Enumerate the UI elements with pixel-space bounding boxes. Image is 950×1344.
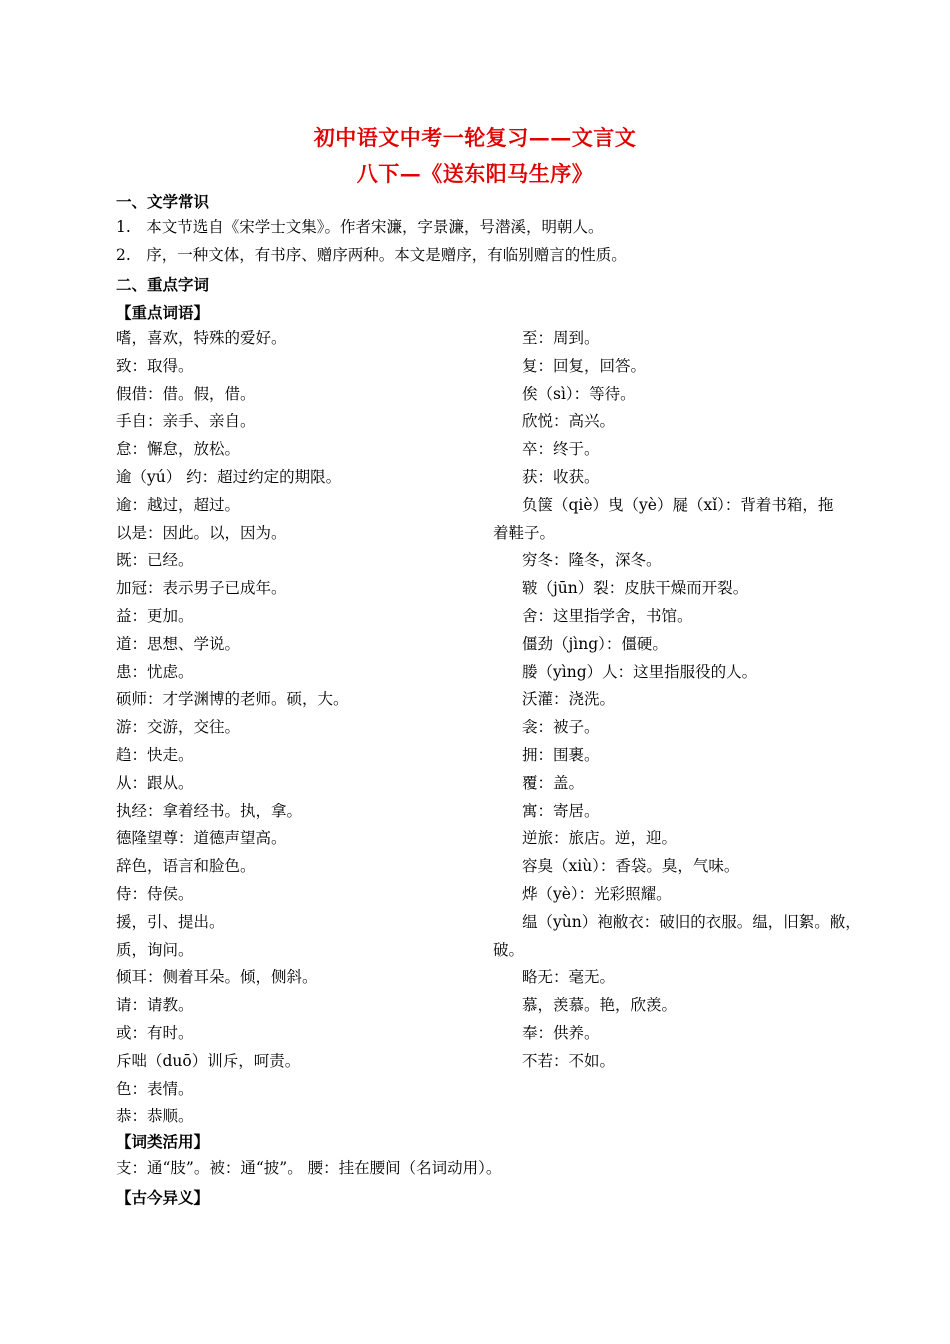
page-title: 初中语文中考一轮复习——文言文 bbox=[313, 125, 637, 150]
list-item: 德隆望尊：道德声望高。 bbox=[116, 829, 287, 848]
list-item: 以是：因此。以，因为。 bbox=[116, 523, 287, 542]
list-item: 手自：亲手、亲自。 bbox=[116, 412, 256, 431]
list-item: 援，引、提出。 bbox=[116, 912, 225, 931]
section-heading-literature: 一、文学常识 bbox=[116, 192, 210, 211]
list-item: 奉：供养。 bbox=[522, 1023, 600, 1042]
list-item: 患：忧虑。 bbox=[116, 662, 194, 681]
list-item: 道：思想、学说。 bbox=[116, 634, 241, 653]
list-item: 怠：懈怠，放松。 bbox=[116, 440, 241, 459]
list-item: 欣悦：高兴。 bbox=[522, 412, 616, 431]
list-item: 逆旅：旅店。逆，迎。 bbox=[522, 829, 678, 848]
list-item: 负箧（qiè）曳（yè）屣（xǐ）：背着书箱，拖 bbox=[522, 495, 834, 514]
list-item: 不若：不如。 bbox=[522, 1051, 616, 1070]
list-item: 加冠：表示男子已成年。 bbox=[116, 579, 287, 598]
list-item: 略无：毫无。 bbox=[522, 968, 616, 987]
list-item: 慕，羡慕。艳，欣羡。 bbox=[522, 996, 678, 1015]
list-item: 烨（yè）：光彩照耀。 bbox=[522, 884, 672, 903]
list-item: 请：请教。 bbox=[116, 996, 194, 1015]
list-item: 从：跟从。 bbox=[116, 773, 194, 792]
list-item: 恭：恭顺。 bbox=[116, 1107, 194, 1126]
list-item: 拥：围裹。 bbox=[522, 745, 600, 764]
list-item: 侍：侍侯。 bbox=[116, 884, 194, 903]
list-item-continuation: 破。 bbox=[493, 940, 525, 959]
list-item: 沃灌：浇洗。 bbox=[522, 690, 616, 709]
list-item: 舍：这里指学舍，书馆。 bbox=[522, 606, 693, 625]
list-item: 衾：被子。 bbox=[522, 718, 600, 737]
list-item: 倾耳：侧着耳朵。倾，侧斜。 bbox=[116, 968, 318, 987]
subheading-ancient-modern-meaning: 【古今异义】 bbox=[116, 1188, 210, 1207]
list-item: 穷冬：隆冬，深冬。 bbox=[522, 551, 662, 570]
list-item: 寓：寄居。 bbox=[522, 801, 600, 820]
literature-item-2: 2. 序，一种文体，有书序、赠序两种。本文是赠序，有临别赠言的性质。 bbox=[116, 246, 627, 264]
list-item: 或：有时。 bbox=[116, 1023, 194, 1042]
subheading-word-class-usage: 【词类活用】 bbox=[116, 1132, 210, 1151]
list-item: 致：取得。 bbox=[116, 356, 194, 375]
list-item-continuation: 着鞋子。 bbox=[493, 523, 556, 542]
list-item: 硕师：才学渊博的老师。硕，大。 bbox=[116, 690, 349, 709]
vocab-left-column bbox=[116, 328, 349, 1134]
list-item: 卒：终于。 bbox=[522, 440, 600, 459]
list-item: 假借：借。假，借。 bbox=[116, 384, 256, 403]
list-item: 辞色，语言和脸色。 bbox=[116, 857, 256, 876]
list-item: 逾（yú） 约：超过约定的期限。 bbox=[116, 467, 342, 486]
section-heading-vocabulary: 二、重点字词 bbox=[116, 275, 210, 294]
word-class-usage-text: 支：通“肢”。被：通“披”。 腰：挂在腰间（名词动用）。 bbox=[116, 1159, 502, 1177]
subheading-key-words: 【重点词语】 bbox=[116, 303, 210, 322]
list-item: 执经：拿着经书。执，拿。 bbox=[116, 801, 303, 820]
list-item: 皲（jūn）裂：皮肤干燥而开裂。 bbox=[522, 579, 749, 598]
list-item: 容臭（xiù）：香袋。臭，气味。 bbox=[522, 857, 740, 876]
list-item: 色：表情。 bbox=[116, 1079, 194, 1098]
list-item: 僵劲（jìng）：僵硬。 bbox=[522, 634, 668, 653]
list-item: 获：收获。 bbox=[522, 467, 600, 486]
list-item: 质，询问。 bbox=[116, 940, 194, 959]
list-item: 逾：越过，超过。 bbox=[116, 495, 241, 514]
list-item: 俟（sì）：等待。 bbox=[522, 384, 636, 403]
list-item: 既：已经。 bbox=[116, 551, 194, 570]
list-item: 至：周到。 bbox=[522, 329, 600, 347]
list-item: 斥咄（duō）训斥，呵责。 bbox=[116, 1051, 301, 1070]
list-item: 复：回复，回答。 bbox=[522, 356, 647, 375]
list-item: 游：交游，交往。 bbox=[116, 718, 241, 737]
list-item: 益：更加。 bbox=[116, 606, 194, 625]
list-item: 覆：盖。 bbox=[522, 773, 585, 792]
list-item: 媵（yìng）人：这里指服役的人。 bbox=[522, 662, 758, 681]
literature-item-1: 1. 本文节选自《宋学士文集》。作者宋濂，字景濂，号潜溪，明朝人。 bbox=[116, 218, 604, 236]
list-item: 趋：快走。 bbox=[116, 745, 194, 764]
page-subtitle: 八下—《送东阳马生序》 bbox=[356, 161, 594, 186]
vocab-right-column bbox=[493, 328, 883, 1079]
list-item: 缊（yùn）袍敝衣：破旧的衣服。缊，旧絮。敝， bbox=[522, 912, 861, 931]
list-item: 嗜，喜欢，特殊的爱好。 bbox=[116, 329, 287, 347]
